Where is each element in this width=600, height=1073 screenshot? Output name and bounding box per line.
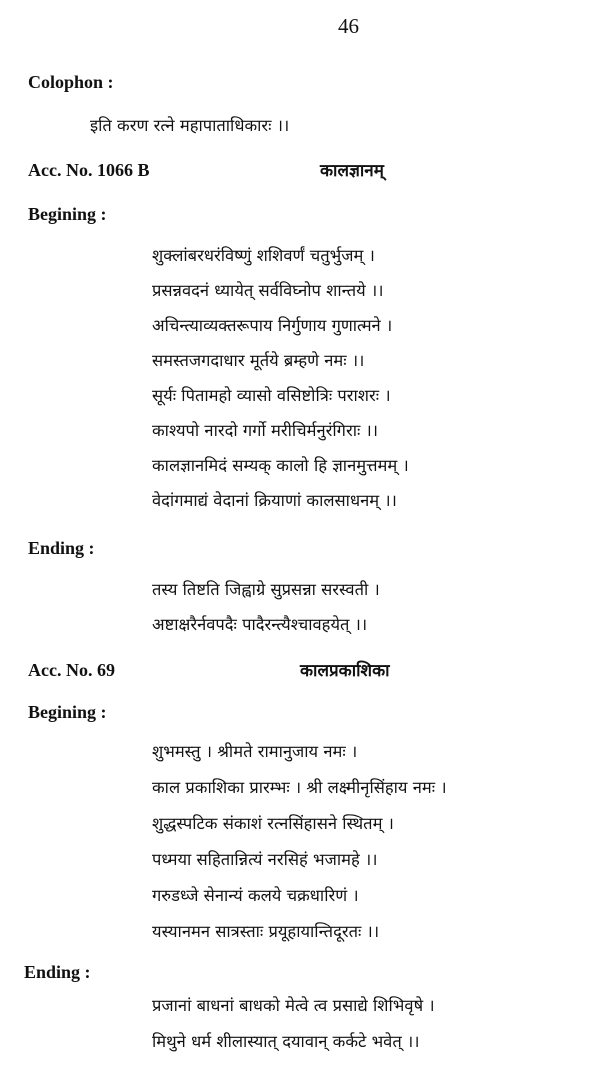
- verse-line: वेदांगमाद्यं वेदानां क्रियाणां कालसाधनम् ।।: [152, 491, 397, 510]
- verse-line: प्रसन्नवदनं ध्यायेत् सर्वविघ्नोप शान्तये ।।: [152, 281, 384, 300]
- verse-line: सूर्यः पितामहो व्यासो वसिष्टोत्रिः पराशरः ।: [152, 386, 391, 405]
- verse-line: यस्यानमन सात्रस्ताः प्रयूहायान्तिदूरतः ।।: [152, 922, 380, 941]
- verse-line: अष्टाक्षरैर्नवपदैः पादैरन्त्यैश्चावहयेत् ।।: [152, 615, 368, 634]
- verse-line: मिथुने धर्म शीलास्यात् दयावान् कर्कटे भवेत् ।।: [152, 1032, 420, 1051]
- verse-line: गरुडध्जे सेनान्यं कलये चक्रधारिणं ।: [152, 886, 359, 905]
- verse-line: काल प्रकाशिका प्रारम्भः । श्री लक्ष्मीनृसिंहाय नमः ।: [152, 778, 447, 797]
- accession-number: Acc. No. 1066 B: [28, 160, 150, 180]
- verse-line: कालज्ञानमिदं सम्यक् कालो हि ज्ञानमुत्तमम् ।: [152, 456, 409, 475]
- verse-line: तस्य तिष्टति जिह्वाग्रे सुप्रसन्ना सरस्वती ।: [152, 580, 380, 599]
- manuscript-title: कालप्रकाशिका: [300, 661, 390, 681]
- verse-line: अचिन्त्याव्यक्तरूपाय निर्गुणाय गुणात्मने ।: [152, 316, 393, 335]
- verse-line: प्रजानां बाधनां बाधको मेत्वे त्व प्रसाद्ये शिभिवृषे ।: [152, 996, 435, 1015]
- ending-label: Ending :: [24, 962, 91, 982]
- verse-line: शुक्लांबरधरंविष्णुं शशिवर्णं चतुर्भुजम् ।: [152, 246, 375, 265]
- accession-number: Acc. No. 69: [28, 660, 115, 680]
- beginning-label: Begining :: [28, 702, 107, 722]
- manuscript-title: कालज्ञानम्: [320, 161, 384, 181]
- colophon-label: Colophon :: [28, 72, 114, 92]
- verse-line: शुभमस्तु । श्रीमते रामानुजाय नमः ।: [152, 742, 358, 761]
- page-number: 46: [338, 14, 359, 38]
- colophon-text: इति करण रत्ने महापाताधिकारः ।।: [90, 116, 290, 135]
- verse-line: काश्यपो नारदो गर्गो मरीचिर्मनुरंगिराः ।।: [152, 421, 379, 440]
- verse-line: शुद्धस्पटिक संकाशं रत्नसिंहासने स्थितम् ।: [152, 814, 394, 833]
- beginning-label: Begining :: [28, 204, 107, 224]
- verse-line: समस्तजगदाधार मूर्तये ब्रम्हणे नमः ।।: [152, 351, 365, 370]
- verse-line: पध्मया सहितान्नित्यं नरसिहं भजामहे ।।: [152, 850, 378, 869]
- ending-label: Ending :: [28, 538, 95, 558]
